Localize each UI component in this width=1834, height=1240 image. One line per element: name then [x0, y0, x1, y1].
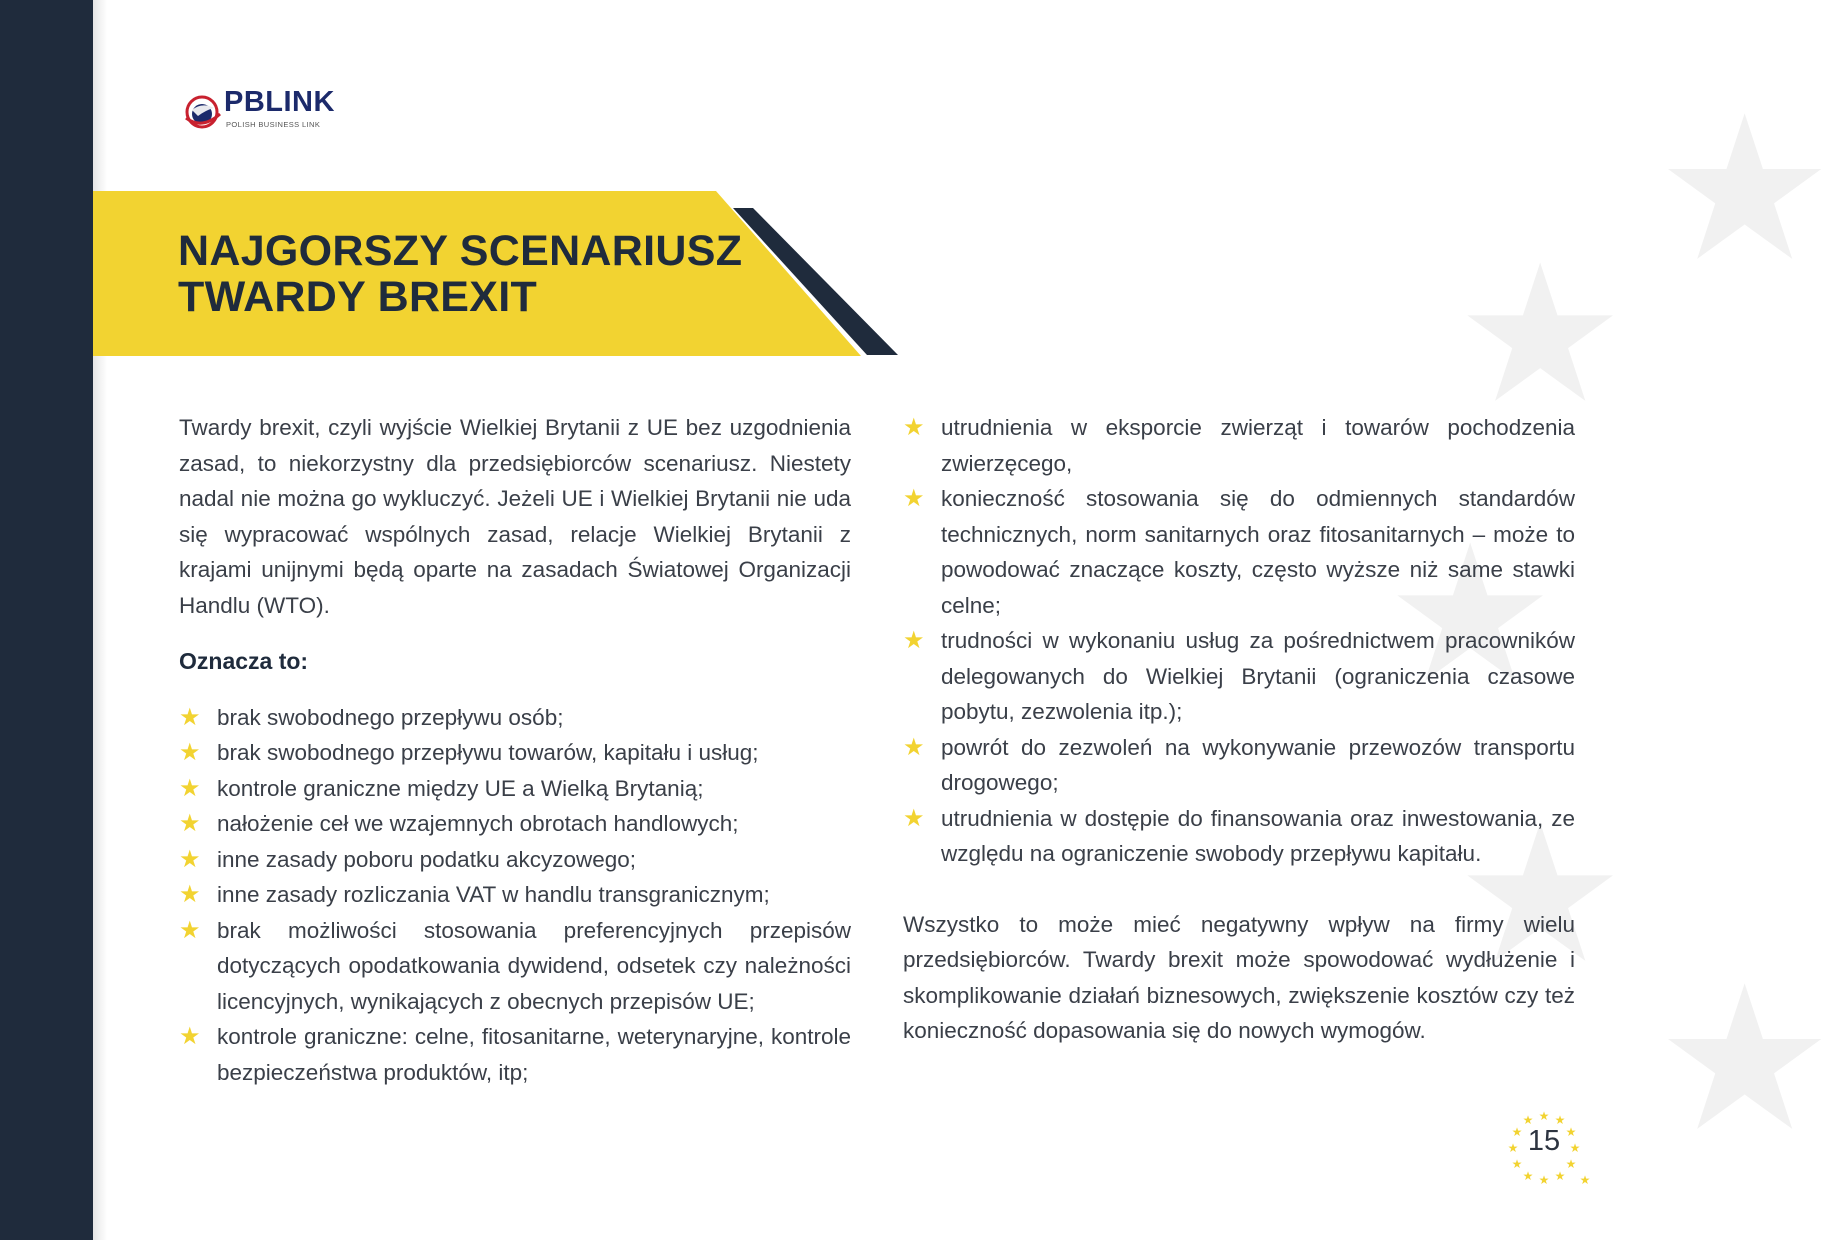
list-item	[179, 877, 851, 913]
side-bar	[0, 0, 93, 1240]
background-star-icon: ★	[1655, 78, 1834, 301]
star-bullet-icon: ★	[179, 810, 201, 837]
svg-text:★: ★	[1569, 1141, 1581, 1155]
background-star-icon: ★	[1385, 509, 1556, 721]
svg-text:★: ★	[1554, 1113, 1566, 1127]
list-item-text: konieczność stosowania się do odmiennych standardów technicznych, norm sanitarnych oraz fitosanitarnych – może to powodować znaczące koszty, często wyższe niż same stawki celne;	[941, 486, 1575, 618]
star-bullet-icon: ★	[179, 845, 201, 873]
star-bullet-icon: ★	[903, 733, 925, 761]
list-item	[179, 771, 851, 807]
star-bullet-icon: ★	[179, 916, 201, 944]
list-item-text: brak możliwości stosowania preferencyjnych przepisów dotyczących opodatkowania dywidend, odsetek czy należności licencyjnych, wynikających z obecnych przepisów UE;	[217, 917, 851, 1014]
star-bullet-icon: ★	[179, 739, 201, 766]
list-item-text: inne zasady rozliczania VAT w handlu transgranicznym;	[217, 882, 770, 907]
list-item-text: trudności w wykonaniu usług za pośrednictwem pracowników delegowanych do Wielkiej Brytanii (ograniczenia czasowe pobytu, zezwolenia itp.);	[941, 628, 1575, 724]
list-item	[903, 623, 1575, 730]
list-item-text: inne zasady poboru podatku akcyzowego;	[217, 846, 637, 872]
star-bullet-icon: ★	[179, 881, 201, 908]
right-column	[903, 410, 1575, 1049]
svg-text:★: ★	[1565, 1157, 1577, 1171]
star-bullet-icon: ★	[903, 485, 925, 512]
svg-text:★: ★	[1511, 1125, 1523, 1139]
star-bullet-icon: ★	[179, 703, 201, 731]
consequences-list-left	[179, 700, 851, 1091]
brand-logo	[180, 84, 340, 132]
star-bullet-icon: ★	[903, 804, 925, 832]
star-bullet-icon: ★	[179, 1023, 201, 1050]
list-item	[903, 481, 1575, 623]
svg-text:★: ★	[1538, 1173, 1550, 1187]
star-bullet-icon: ★	[179, 774, 201, 802]
list-item	[179, 842, 851, 878]
list-item-text: kontrole graniczne: celne, fitosanitarne, weterynaryjne, kontrole bezpieczeństwa produktów, itp;	[217, 1024, 851, 1085]
list-item	[903, 730, 1575, 801]
list-item	[179, 913, 851, 1020]
svg-text:★: ★	[1507, 1141, 1519, 1155]
svg-text:★: ★	[1522, 1113, 1534, 1127]
page-title-line-1: NAJGORSZY SCENARIUSZ	[178, 227, 743, 275]
star-bullet-icon: ★	[903, 414, 925, 441]
list-item	[179, 1019, 851, 1090]
list-item	[179, 700, 851, 736]
svg-text:★: ★	[1511, 1157, 1523, 1171]
left-column	[179, 410, 851, 1090]
svg-text:★: ★	[1565, 1125, 1577, 1139]
list-item-text: nałożenie ceł we wzajemnych obrotach handlowych;	[217, 811, 739, 836]
page-title-line-2: TWARDY BREXIT	[178, 273, 538, 321]
svg-text:★: ★	[1554, 1169, 1566, 1183]
list-item	[179, 735, 851, 771]
star-bullet-icon: ★	[903, 627, 925, 654]
list-item-text: utrudnienia w eksporcie zwierząt i towarów pochodzenia zwierzęcego,	[941, 415, 1575, 476]
svg-text:★: ★	[1522, 1169, 1534, 1183]
list-item	[179, 806, 851, 842]
side-bar-shadow	[93, 0, 107, 1240]
list-item-text: powrót do zezwoleń na wykonywanie przewozów transportu drogowego;	[941, 734, 1575, 795]
brand-tagline: POLISH BUSINESS LINK	[226, 120, 321, 129]
list-subheading: Oznacza to:	[179, 648, 309, 674]
svg-text:★: ★	[1538, 1109, 1550, 1123]
closing-paragraph: Wszystko to może mieć negatywny wpływ na firmy wielu przedsiębiorców. Twardy brexit może spowodować wydłużenie i skomplikowanie działań biznesowych, zwiększenie kosztów czy też konieczność dopasowania się do nowych wymogów.	[903, 911, 1575, 1043]
list-item	[903, 801, 1575, 872]
intro-paragraph: Twardy brexit, czyli wyjście Wielkiej Brytanii z UE bez uzgodnienia zasad, to niekorzystny dla przedsiębiorców scenariusz. Niestety nadal nie można go wykluczyć. Jeżeli UE i Wielkiej Brytanii nie uda się wypracować wspólnych zasad, relacje Wielkiej Brytanii z krajami unijnymi będą oparte na zasadach Światowej Organizacji Handlu (WTO).	[179, 415, 851, 618]
svg-text:★: ★	[1579, 1173, 1591, 1187]
page-title	[178, 228, 742, 320]
page-number: 15	[1527, 1125, 1561, 1157]
background-star-icon: ★	[1455, 789, 1626, 1001]
background-star-icon: ★	[1655, 948, 1834, 1171]
background-star-icon: ★	[1455, 229, 1626, 441]
brand-name: PBLINK	[224, 86, 335, 118]
globe-logo-icon	[180, 88, 224, 132]
list-item	[903, 410, 1575, 481]
list-item-text: utrudnienia w dostępie do finansowania oraz inwestowania, ze względu na ograniczenie swobody przepływu kapitału.	[941, 805, 1575, 866]
list-item-text: brak swobodnego przepływu osób;	[217, 704, 564, 730]
list-item-text: brak swobodnego przepływu towarów, kapitału i usług;	[217, 740, 759, 765]
list-item-text: kontrole graniczne między UE a Wielką Brytanią;	[217, 775, 704, 801]
consequences-list-right	[903, 410, 1575, 872]
